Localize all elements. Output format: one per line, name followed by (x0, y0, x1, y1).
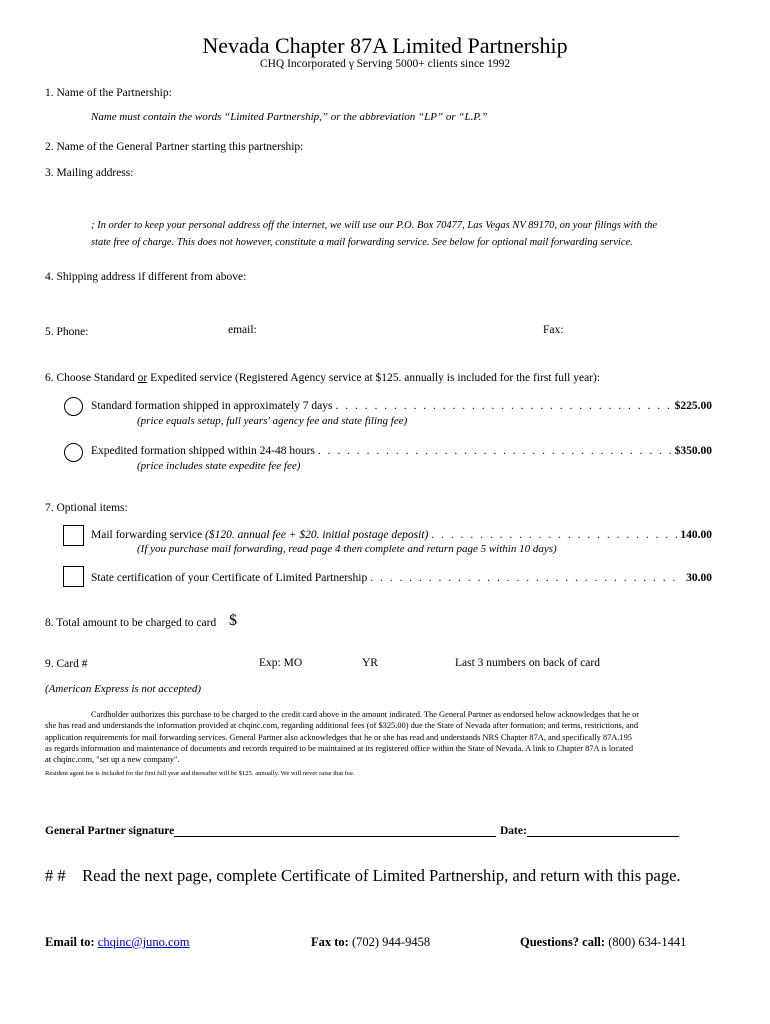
expiry-year-label: YR (362, 657, 378, 669)
partnership-name-note: Name must contain the words “Limited Partnership,” or the abbreviation “LP” or “L.P.” (91, 111, 488, 123)
leader-dots (318, 445, 672, 457)
footer-fax (311, 935, 430, 950)
questions-phone: (800) 634-1441 (608, 935, 687, 949)
total-amount-label: 8. Total amount to be charged to card (45, 617, 217, 629)
mailing-address-note-line2: state free of charge. This does not however, constitute a mail forwarding service. See below for optional mail forwarding service. (91, 237, 633, 248)
date-row (500, 825, 679, 837)
mail-forwarding-sub-note: (If you purchase mail forwarding, read page 4 then complete and return page 5 within 10 days) (137, 543, 557, 555)
date-line[interactable] (527, 836, 679, 837)
standard-option (91, 400, 712, 412)
standard-label: Standard formation shipped in approximately 7 days (91, 400, 333, 412)
partnership-name-label: 1. Name of the Partnership: (45, 87, 172, 99)
mail-forwarding-price: 140.00 (680, 529, 712, 541)
expedited-price: $350.00 (674, 445, 712, 457)
next-page-instruction: # # Read the next page, complete Certificate of Limited Partnership, and return with this page. (45, 866, 681, 885)
page-title: Nevada Chapter 87A Limited Partnership (202, 33, 568, 58)
service-choice-label: 6. Choose Standard or Expedited service (Registered Agency service at $125. annually is included for the first full year): (45, 372, 601, 384)
mail-forwarding-label: Mail forwarding service (91, 529, 206, 541)
fax-to-label: Fax to: (311, 935, 349, 949)
leader-dots (431, 529, 677, 541)
card-number-label: 9. Card # (45, 658, 88, 670)
standard-sub-note: (price equals setup, full years' agency fee and state filing fee) (137, 415, 408, 427)
footer-email (45, 935, 189, 950)
agent-fee-fine-print: Resident agent fee is included for the first full year and thereafter will be $125. annually. We will never raise that fee. (45, 770, 355, 777)
email-to-label: Email to: (45, 935, 95, 949)
fax-label: Fax: (543, 324, 564, 336)
expedited-label: Expedited formation shipped within 24-48 hours (91, 445, 315, 457)
expedited-option (91, 445, 712, 457)
page-subtitle: CHQ Incorporated γ Serving 5000+ clients since 1992 (259, 58, 511, 70)
optional-items-label: 7. Optional items: (45, 502, 128, 514)
authorization-text: Cardholder authorizes this purchase to be charged to the credit card above in the amount indicated. The General Partner as endorsed below acknowledges that he or she has read and understands the information provided at chqinc.com, regarding additional fees (of $325.00) due the State of Nevada after formation; and terms, restrictions, and application requirements for mail forwarding services. General Partner also acknowledges that he or she has read and understands NRS Chapter 87A, and specifically 87A.195 as regards information and maintenance of documents and records required to be maintained at its registered office within the State of Nevada. A link to Chapter 87A is located at chqinc.com, "set up a new company". (45, 710, 640, 765)
email-label: email: (228, 324, 257, 336)
mail-forwarding-fee-note: ($120. annual fee + $20. initial postage deposit) (205, 529, 429, 541)
phone-label: 5. Phone: (45, 326, 89, 338)
leader-dots (370, 572, 683, 584)
signature-line[interactable] (174, 836, 496, 837)
mailing-address-note-line1: ; In order to keep your personal address off the internet, we will use our P.O. Box 70477, Las Vegas NV 89170, on your filings with the (91, 220, 658, 231)
security-code-label: Last 3 numbers on back of card (455, 657, 600, 669)
state-certification-checkbox[interactable] (63, 566, 84, 587)
state-certification-label: State certification of your Certificate of Limited Partnership (91, 572, 368, 584)
currency-symbol: $ (229, 612, 237, 629)
state-certification-price: 30.00 (686, 572, 712, 584)
date-label: Date: (500, 825, 527, 837)
expiry-month-label: Exp: MO (259, 657, 303, 669)
footer-questions (520, 935, 686, 950)
questions-label: Questions? call: (520, 935, 606, 949)
expedited-sub-note: (price includes state expedite fee fee) (137, 460, 301, 472)
email-link[interactable]: chqinc@juno.com (97, 935, 190, 949)
signature-row (45, 825, 496, 837)
mailing-address-label: 3. Mailing address: (45, 167, 134, 179)
shipping-address-label: 4. Shipping address if different from above: (45, 271, 247, 283)
signature-label: General Partner signature (45, 825, 175, 837)
fax-number: (702) 944-9458 (351, 935, 431, 949)
leader-dots (335, 400, 671, 412)
general-partner-label: 2. Name of the General Partner starting this partnership: (45, 141, 304, 153)
standard-price: $225.00 (674, 400, 712, 412)
mail-forwarding-checkbox[interactable] (63, 525, 84, 546)
mail-forwarding-option (91, 529, 712, 541)
amex-note: (American Express is not accepted) (45, 683, 201, 695)
state-certification-option (91, 572, 712, 584)
standard-radio[interactable] (64, 397, 83, 416)
expedited-radio[interactable] (64, 443, 83, 462)
